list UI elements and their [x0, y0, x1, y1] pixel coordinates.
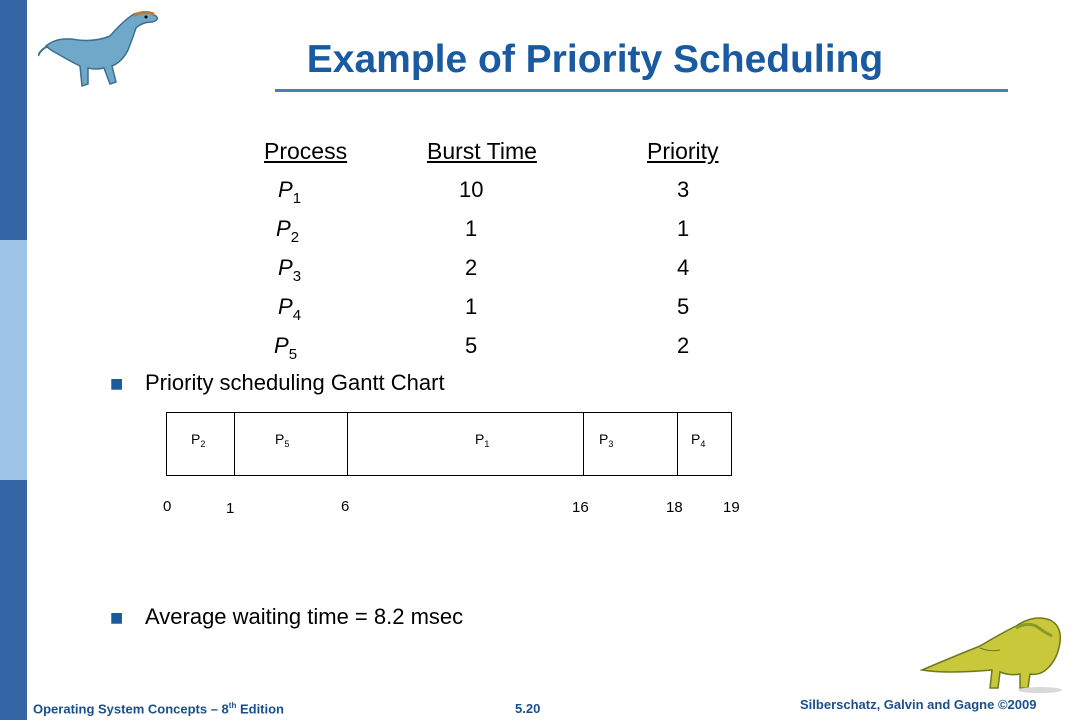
priority-p1: 3 [677, 177, 690, 202]
gantt-block-label: $P_3$ [599, 431, 614, 449]
strip-segment-bottom [0, 480, 27, 720]
priority-p4: 5 [677, 294, 690, 319]
gantt-tick-label: 0 [163, 498, 172, 515]
gantt-tick-label: 16 [572, 499, 589, 516]
gantt-tick-label: 19 [723, 499, 740, 516]
process-name-p4: $P_4$ [278, 294, 302, 324]
gantt-block-label: $P_1$ [475, 431, 490, 449]
bullet-marker-icon: ■ [110, 376, 124, 392]
process-name-p1: $P_1$ [278, 177, 302, 207]
burst-p2: 1 [465, 216, 478, 241]
dinosaur-logo-icon [38, 6, 168, 90]
burst-p1: 10 [459, 177, 484, 202]
slide-title: Example of Priority Scheduling [306, 38, 884, 81]
strip-segment-middle [0, 240, 27, 480]
dinosaur-illustration-icon [920, 592, 1070, 698]
gantt-block-label: $P_4$ [691, 431, 706, 449]
average-waiting-time: Average waiting time = 8.2 msec [145, 604, 464, 629]
header-burst-time: Burst Time [427, 138, 537, 164]
gantt-chart [166, 412, 732, 476]
gantt-block-label: $P_2$ [191, 431, 206, 449]
strip-segment-top [0, 0, 27, 240]
gantt-divider [347, 413, 348, 475]
process-name-p2: $P_2$ [276, 216, 300, 246]
process-name-p3: $P_3$ [278, 255, 302, 285]
bullet-marker-icon: ■ [110, 610, 124, 626]
burst-p5: 5 [465, 333, 478, 358]
footer-page-number: 5.20 [515, 701, 541, 716]
burst-p3: 2 [465, 255, 478, 280]
gantt-tick-label: 1 [226, 500, 235, 517]
priority-p5: 2 [677, 333, 690, 358]
footer-course-title: Operating System Concepts – 8th Edition [33, 701, 285, 717]
gantt-divider [234, 413, 235, 475]
burst-p4: 1 [465, 294, 478, 319]
priority-p2: 1 [677, 216, 690, 241]
gantt-chart-heading: Priority scheduling Gantt Chart [145, 370, 445, 395]
header-process: Process [264, 138, 348, 164]
gantt-tick-label: 18 [666, 499, 683, 516]
gantt-tick-label: 6 [341, 498, 350, 515]
title-underline [275, 89, 1008, 92]
priority-p3: 4 [677, 255, 690, 280]
gantt-divider [677, 413, 678, 475]
left-color-strip [0, 0, 27, 720]
header-priority: Priority [647, 138, 719, 164]
process-name-p5: $P_5$ [274, 333, 298, 363]
footer-copyright: Silberschatz, Galvin and Gagne ©2009 [800, 697, 1037, 712]
gantt-block-label: $P_5$ [275, 431, 290, 449]
gantt-divider [583, 413, 584, 475]
